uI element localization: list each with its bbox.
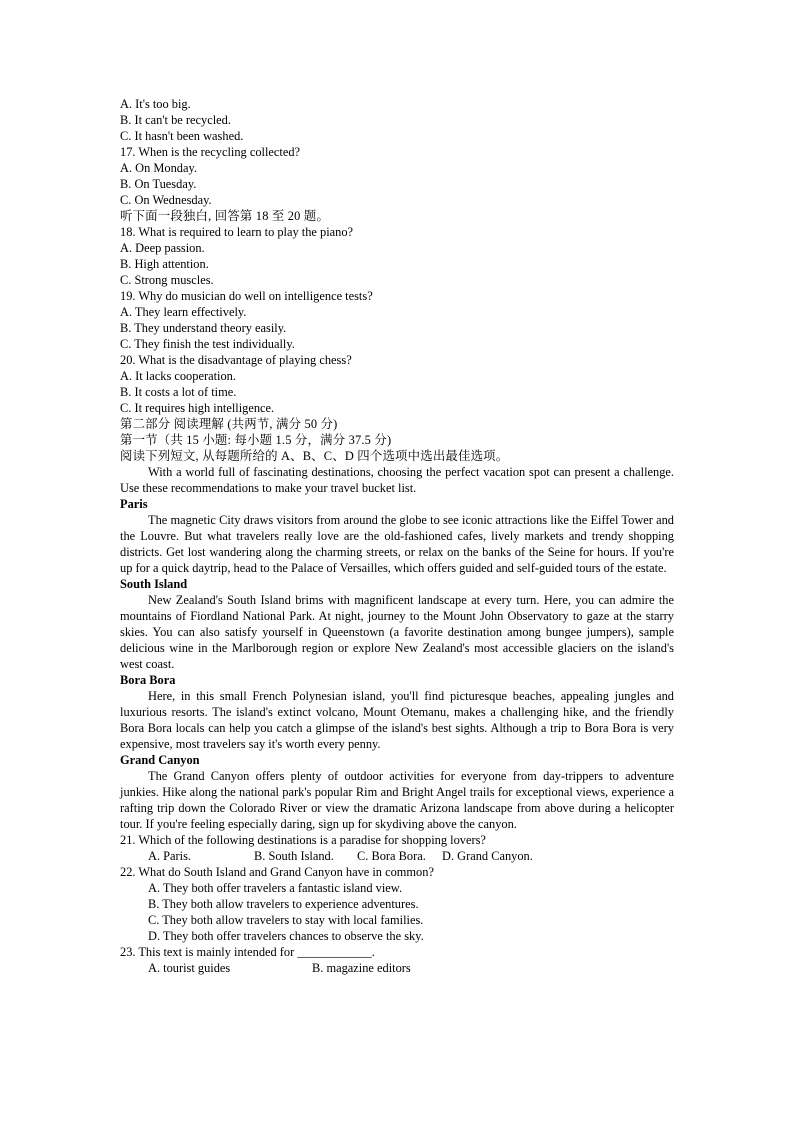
q22-option-c: C. They both allow travelers to stay with local families.: [148, 913, 424, 927]
destination-text-bora-bora: Here, in this small French Polynesian island, you'll find picturesque beaches, appealing jungles and luxurious resorts. The island's extinct volcano, Mount Otemanu, makes a challenging hike, and the friendly Bora Bora locals can help you catch a glimpse of the island's best sights. Although a trip to Bora Bora is very expensive, most travelers say it's worth every penny.: [120, 689, 674, 751]
q17-option-a: A. On Monday.: [120, 161, 197, 175]
q18-stem: 18. What is required to learn to play the piano?: [120, 225, 354, 239]
destination-title-bora-bora: Bora Bora: [120, 673, 176, 687]
q21-stem: 21. Which of the following destinations is a paradise for shopping lovers?: [120, 833, 486, 847]
destination-text-paris: The magnetic City draws visitors from around the globe to see iconic attractions like the Eiffel Tower and the Louvre. But what travelers really love are the old-fashioned cafes, lively markets and trendy shopping districts. Get lost wandering along the charming streets, or relax on the banks of the Seine for hours. If you're up for a quick daytrip, head to the Palace of Versailles, which offers guided and self-guided tours of the estate.: [120, 513, 674, 575]
q20-option-c: C. It requires high intelligence.: [120, 401, 275, 415]
q21-option-c: C. Bora Bora.: [357, 849, 426, 863]
section-heading: 第二部分 阅读理解 (共两节, 满分 50 分): [120, 417, 338, 431]
q22-option-a: A. They both offer travelers a fantastic island view.: [148, 881, 403, 895]
passage-intro: With a world full of fascinating destinations, choosing the perfect vacation spot can present a challenge. Use these recommendations to make your travel bucket list.: [120, 465, 674, 495]
q21-option-b: B. South Island.: [254, 849, 334, 863]
exam-page: [120, 96, 674, 976]
q18-option-a: A. Deep passion.: [120, 241, 205, 255]
q16-option-b: B. It can't be recycled.: [120, 113, 231, 127]
destination-text-grand-canyon: The Grand Canyon offers plenty of outdoor activities for everyone from day-trippers to adventure junkies. Hike along the national park's popular Rim and Bright Angel trails for exceptional views, experience a rafting trip down the Colorado River or view the dramatic Arizona landscape from above during a helicopter tour. If you're feeling especially daring, sign up for skydiving above the canyon.: [120, 769, 674, 831]
q20-option-b: B. It costs a lot of time.: [120, 385, 237, 399]
destination-text-south-island: New Zealand's South Island brims with magnificent landscape at every turn. Here, you can admire the mountains of Fiordland National Park. At night, journey to the Mount John Observatory to gaze at the starry skies. You can also satisfy yourself in Queenstown (a favorite destination among bungee jumpers), sample delicious wine in the Marlborough region or explore New Zealand's most accessible glaciers on the island's west coast.: [120, 593, 674, 671]
q19-option-c: C. They finish the test individually.: [120, 337, 295, 351]
q17-stem: 17. When is the recycling collected?: [120, 145, 301, 159]
q23-option-a: A. tourist guides: [148, 961, 231, 975]
q20-option-a: A. It lacks cooperation.: [120, 369, 236, 383]
q23-option-b: B. magazine editors: [312, 961, 411, 975]
reading-instruction: 阅读下列短文, 从每题所给的 A、B、C、D 四个选项中选出最佳选项。: [120, 449, 509, 463]
q19-option-b: B. They understand theory easily.: [120, 321, 287, 335]
q23-stem: 23. This text is mainly intended for ____________.: [120, 945, 375, 959]
q17-option-b: B. On Tuesday.: [120, 177, 197, 191]
q19-stem: 19. Why do musician do well on intelligence tests?: [120, 289, 373, 303]
q18-option-c: C. Strong muscles.: [120, 273, 214, 287]
q16-option-a: A. It's too big.: [120, 97, 191, 111]
q22-stem: 22. What do South Island and Grand Canyon have in common?: [120, 865, 434, 879]
subsection-heading: 第一节（共 15 小题: 每小题 1.5 分，满分 37.5 分): [120, 433, 392, 447]
destination-title-paris: Paris: [120, 497, 148, 511]
q21-option-d: D. Grand Canyon.: [442, 849, 533, 863]
q21-option-a: A. Paris.: [148, 849, 192, 863]
destination-title-south-island: South Island: [120, 577, 188, 591]
q21-options: [120, 848, 674, 864]
monologue-instruction: 听下面一段独白, 回答第 18 至 20 题。: [120, 209, 330, 223]
q16-option-c: C. It hasn't been washed.: [120, 129, 244, 143]
q23-options: [120, 960, 674, 976]
q19-option-a: A. They learn effectively.: [120, 305, 247, 319]
q17-option-c: C. On Wednesday.: [120, 193, 212, 207]
destination-title-grand-canyon: Grand Canyon: [120, 753, 200, 767]
q18-option-b: B. High attention.: [120, 257, 209, 271]
q20-stem: 20. What is the disadvantage of playing chess?: [120, 353, 352, 367]
q22-option-d: D. They both offer travelers chances to observe the sky.: [148, 929, 424, 943]
q22-option-b: B. They both allow travelers to experience adventures.: [148, 897, 419, 911]
